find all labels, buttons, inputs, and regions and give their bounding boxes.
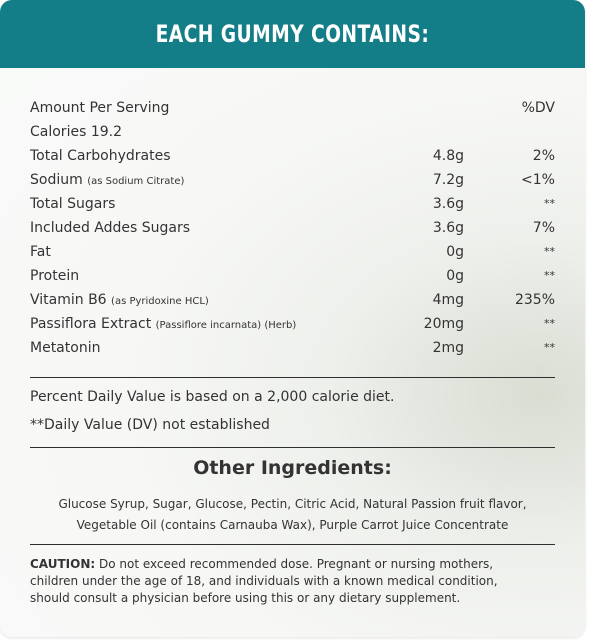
caution-text <box>30 556 555 607</box>
nutrient-name <box>30 288 209 314</box>
nutrient-dv: ** <box>544 245 555 258</box>
nutrient-dv: ** <box>544 269 555 282</box>
nutrient-dv: 235% <box>514 292 555 308</box>
nutrient-label: Total Sugars <box>30 196 116 212</box>
nutrient-name <box>30 264 79 288</box>
nutrient-amount: 2mg <box>432 340 464 356</box>
nutrient-row <box>30 240 555 264</box>
serving-header-row <box>30 96 555 120</box>
nutrient-dv: ** <box>544 317 555 330</box>
nutrient-amount: 4mg <box>432 292 464 308</box>
daily-value-footnote: Percent Daily Value is based on a 2,000 calorie diet. <box>30 389 395 405</box>
caution-label: CAUTION: <box>30 557 96 571</box>
nutrient-name <box>30 240 51 264</box>
nutrient-rows <box>30 144 555 360</box>
not-established-footnote: **Daily Value (DV) not established <box>30 417 270 433</box>
nutrient-row <box>30 144 555 168</box>
nutrient-row <box>30 216 555 240</box>
nutrient-note: (as Sodium Citrate) <box>87 176 185 187</box>
nutrient-name <box>30 168 184 194</box>
calories-label: Calories 19.2 <box>30 124 122 140</box>
calories-row <box>30 120 555 144</box>
caution-line: should consult a physician before using this or any dietary supplement. <box>30 591 461 605</box>
nutrient-row <box>30 192 555 216</box>
nutrient-amount: 0g <box>446 244 464 260</box>
nutrient-amount: 7.2g <box>432 172 464 188</box>
nutrient-label: Fat <box>30 244 51 260</box>
nutrient-note: (Passiflore incarnata) (Herb) <box>155 320 297 331</box>
divider-rule <box>30 544 555 545</box>
nutrient-amount: 3.6g <box>432 196 464 212</box>
caution-line: children under the age of 18, and individuals with a known medical condition, <box>30 574 498 588</box>
nutrient-row <box>30 312 555 336</box>
ingredients-line: Glucose Syrup, Sugar, Glucose, Pectin, Citric Acid, Natural Passion fruit flavor, <box>58 497 527 511</box>
nutrient-label: Vitamin B6 <box>30 292 107 308</box>
nutrient-label: Protein <box>30 268 80 284</box>
facts-table <box>30 96 555 360</box>
divider-rule <box>30 447 555 448</box>
nutrient-row <box>30 336 555 360</box>
nutrient-name <box>30 312 296 338</box>
nutrient-dv: 7% <box>532 220 555 236</box>
nutrient-label: Metatonin <box>30 340 101 356</box>
ingredients-list <box>30 494 555 536</box>
nutrient-row <box>30 168 555 192</box>
nutrient-row <box>30 264 555 288</box>
nutrient-label: Passiflora Extract <box>30 316 152 332</box>
nutrient-name <box>30 216 190 240</box>
nutrient-name <box>30 336 100 360</box>
nutrient-name <box>30 192 115 216</box>
nutrient-amount: 3.6g <box>432 220 464 236</box>
nutrient-dv: 2% <box>532 148 555 164</box>
nutrient-name <box>30 144 171 168</box>
header-bar <box>0 0 585 68</box>
nutrient-label: Sodium <box>30 172 83 188</box>
ingredients-line: Vegetable Oil (contains Carnauba Wax), Purple Carrot Juice Concentrate <box>76 518 509 532</box>
serving-label: Amount Per Serving <box>30 100 170 116</box>
nutrient-row <box>30 288 555 312</box>
nutrient-dv: <1% <box>521 172 555 188</box>
divider-rule <box>30 377 555 378</box>
caution-line: Do not exceed recommended dose. Pregnant or nursing mothers, <box>99 557 494 571</box>
nutrient-amount: 4.8g <box>432 148 464 164</box>
nutrient-amount: 20mg <box>423 316 464 332</box>
nutrient-dv: ** <box>544 197 555 210</box>
nutrient-dv: ** <box>544 341 555 354</box>
header-title: EACH GUMMY CONTAINS: <box>155 20 430 48</box>
nutrient-amount: 0g <box>446 268 464 284</box>
dv-header: %DV <box>521 100 555 116</box>
nutrient-label: Total Carbohydrates <box>30 148 171 164</box>
nutrient-label: Included Addes Sugars <box>30 220 191 236</box>
nutrient-note: (as Pyridoxine HCL) <box>111 296 209 307</box>
other-ingredients-title: Other Ingredients: <box>193 457 392 479</box>
